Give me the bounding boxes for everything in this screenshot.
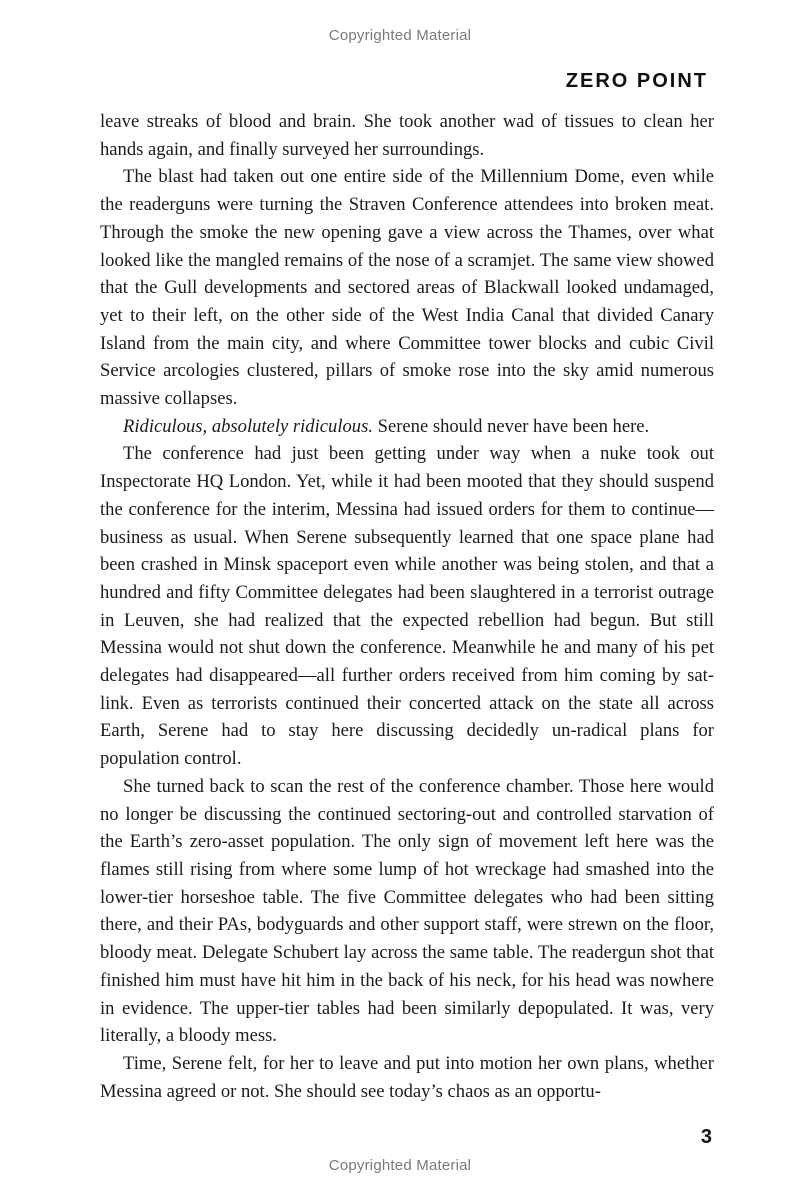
paragraph — [100, 413, 714, 441]
paragraph: She turned back to scan the rest of the conference chamber. Those here would no longer be discussing the continued sectoring-out and controlled starvation of the Earth’s zero-asset population. The only sign of movement left here was the flames still rising from where some lump of hot wreckage had smashed into the lower-tier horseshoe table. The five Committee delegates who had been sitting there, and their PAs, bodyguards and other support staff, were strewn on the floor, bloody meat. Delegate Schubert lay across the same table. The readergun shot that finished him must have hit him in the back of his neck, for his head was nowhere in evidence. The upper-tier tables had been similarly depopulated. It was, very literally, a bloody mess. — [100, 775, 714, 1047]
running-head: ZERO POINT — [565, 70, 708, 92]
page-number: 3 — [700, 1126, 712, 1148]
copyright-watermark-top: Copyrighted Material — [328, 27, 472, 44]
paragraph: The blast had taken out one entire side of the Millennium Dome, even while the readerguns were turning the Straven Conference attendees into broken meat. Through the smoke the new opening gave a view across the Thames, over what looked like the mangled remains of the nose of a scramjet. The same view showed that the Gull developments and sectored areas of Blackwall looked undamaged, yet to their left, on the other side of the West India Canal that divided Canary Island from the main city, and where Committee tower blocks and cubic Civil Service arcologies clustered, pillars of smoke rose into the sky amid numerous massive collapses. — [100, 166, 714, 410]
paragraph: leave streaks of blood and brain. She took another wad of tissues to clean her hands again, and finally surveyed her surroundings. — [100, 111, 714, 160]
paragraph-text: Serene should never have been here. — [372, 415, 650, 437]
italic-phrase: Ridiculous, absolutely ridiculous. — [123, 415, 373, 437]
copyright-watermark-bottom: Copyrighted Material — [328, 1157, 472, 1174]
paragraph: Time, Serene felt, for her to leave and put into motion her own plans, whether Messina agreed or not. She should see today’s chaos as an opportu- — [100, 1052, 714, 1102]
body-text — [100, 108, 714, 1105]
paragraph: The conference had just been getting under way when a nuke took out Inspectorate HQ London. Yet, while it had been mooted that they should suspend the conference for the interim, Messina had issued orders for them to continue—business as usual. When Serene subsequently learned that one space plane had been crashed in Minsk spaceport even while another was being stolen, and that a hundred and fifty Committee delegates had been slaughtered in a terrorist outrage in Leuven, she had realized that the expected rebellion had begun. But still Messina would not shut down the conference. Meanwhile he and many of his pet delegates had disappeared—all further orders received from him coming by sat-link. Even as terrorists continued their concerted attack on the state all across Earth, Serene had to stay here discussing decidedly un-radical plans for population control. — [100, 443, 714, 770]
